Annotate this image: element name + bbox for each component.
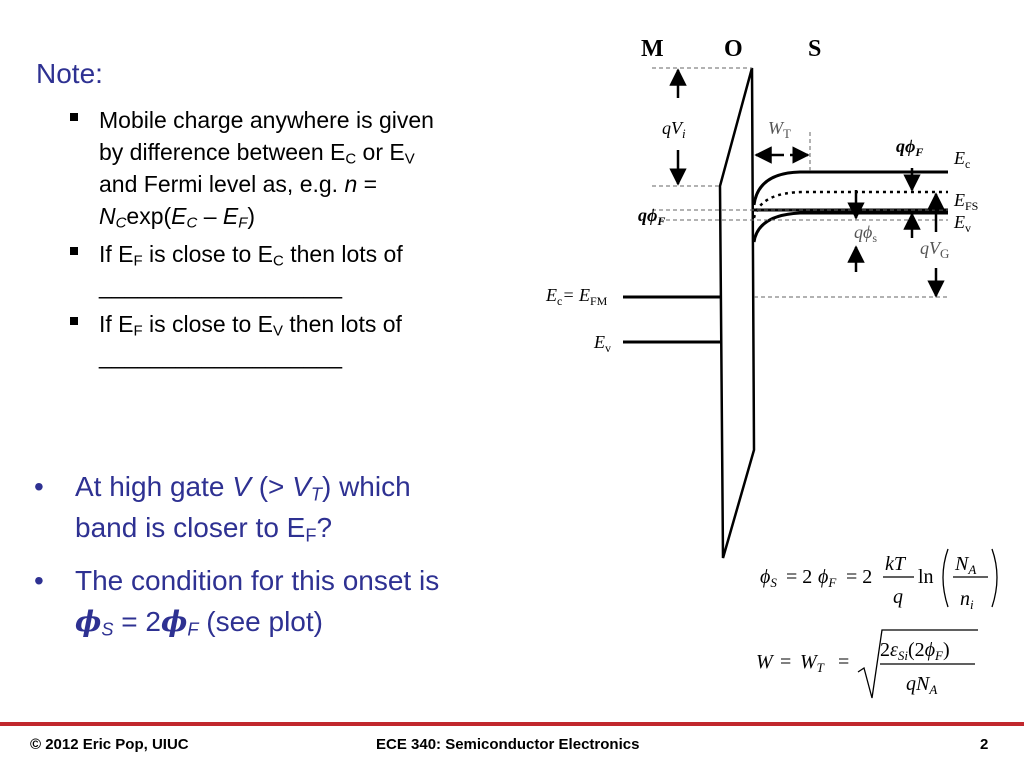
svg-text:ϕF: $\phi_F$	[818, 566, 837, 590]
valence-band	[754, 213, 948, 242]
text: )	[247, 203, 256, 229]
depletion-width-equation	[756, 630, 978, 698]
phi-symbol: ϕ	[160, 605, 188, 638]
svg-text:q: q	[893, 586, 903, 608]
semiconductor-label: S	[808, 36, 822, 62]
variable: E	[222, 203, 239, 229]
svg-text:2εSi(2ϕF): $2\varepsilon_{Si}(2\phi_F)$	[880, 639, 950, 663]
variable: V	[232, 471, 251, 502]
conduction-band	[754, 172, 948, 205]
text: and Fermi level as, e.g.	[99, 171, 345, 197]
footer-course: ECE 340: Semiconductor Electronics	[376, 736, 640, 753]
ev-left-label: $E_v$	[594, 332, 611, 355]
subscript: F	[133, 252, 143, 270]
subscript: T	[310, 484, 322, 505]
subscript: C	[115, 214, 127, 232]
text: by difference between E	[99, 139, 346, 165]
svg-text:W: W	[756, 651, 773, 673]
subscript: F	[305, 525, 317, 546]
subscript: C	[345, 150, 357, 168]
phi-symbol: ϕ	[75, 605, 102, 638]
text: then lots of	[283, 311, 402, 337]
text: =	[357, 171, 378, 197]
text: is close to E	[142, 241, 274, 267]
svg-text:kT: kT	[885, 553, 905, 575]
qphis-label: $q\phi_s$	[854, 222, 877, 245]
text: ) which	[321, 471, 411, 502]
metal-label: M	[641, 36, 664, 62]
ev-right-label: $E_v$	[954, 212, 971, 235]
note-title: Note:	[36, 58, 103, 89]
subscript: F	[133, 322, 143, 340]
qvg-label: $qV_G$	[920, 238, 950, 261]
text: band is closer to E	[75, 512, 306, 543]
subscript: F	[238, 214, 248, 232]
text: ?	[316, 512, 333, 543]
text: or E	[356, 139, 405, 165]
variable: V	[292, 471, 311, 502]
text: = 2	[113, 606, 161, 637]
dashed-guides	[652, 68, 948, 297]
footer-copyright: © 2012 Eric Pop, UIUC	[30, 736, 189, 753]
ec-right-label: $E_c$	[954, 148, 971, 171]
text: –	[197, 203, 223, 229]
subscript: C	[186, 214, 198, 232]
svg-text:= 2: = 2	[846, 566, 873, 588]
svg-text:= 2: = 2	[786, 566, 813, 588]
subscript: V	[404, 150, 415, 168]
variable: n	[344, 171, 358, 197]
bullet-icon: •	[34, 565, 44, 596]
subscript: S	[101, 619, 114, 640]
variable: E	[171, 203, 187, 229]
qphif-left-label: $q\phi_F$	[638, 205, 666, 228]
text: If E	[99, 311, 134, 337]
oxide-barrier	[720, 68, 754, 558]
text: exp(	[126, 203, 172, 229]
variable: N	[99, 203, 116, 229]
footer-page-number: 2	[980, 736, 989, 753]
text: At high gate	[75, 471, 233, 502]
text: If E	[99, 241, 134, 267]
fill-in-blank: ___________________	[99, 273, 343, 299]
efs-label: $E_{FS}$	[954, 190, 979, 213]
svg-text:WT: $W_T$	[800, 651, 824, 675]
wt-label: $W_T$	[768, 118, 791, 141]
subscript: C	[273, 252, 284, 270]
svg-text:ϕS: $\phi_S$	[760, 566, 777, 590]
svg-text:qNA: $qN_A$	[906, 673, 938, 697]
ec-efm-label: $E_c= E_{FM}$	[546, 285, 608, 308]
phi-s-equation	[760, 549, 997, 612]
text: then lots of	[283, 241, 403, 267]
bullet-icon: •	[34, 471, 44, 502]
qvi-label: $qV_i$	[662, 118, 686, 141]
svg-text:NA: $N_A$	[955, 553, 977, 577]
svg-text:=: =	[780, 651, 792, 673]
svg-text:ln: ln	[918, 566, 934, 588]
text: (see plot)	[198, 606, 323, 637]
footer-bar	[0, 722, 1024, 726]
fill-in-blank: ___________________	[99, 343, 343, 369]
text: Mobile charge anywhere is given	[99, 107, 434, 133]
svg-text:=: =	[838, 651, 850, 673]
text: The condition for this onset is	[75, 565, 440, 596]
subscript: V	[273, 322, 283, 340]
text: (>	[250, 471, 293, 502]
qphif-right-label: $q\phi_F$	[896, 136, 924, 159]
text: is close to E	[142, 311, 274, 337]
svg-text:ni: $n_i$	[960, 588, 974, 612]
subscript: F	[187, 619, 199, 640]
oxide-label: O	[724, 36, 743, 62]
